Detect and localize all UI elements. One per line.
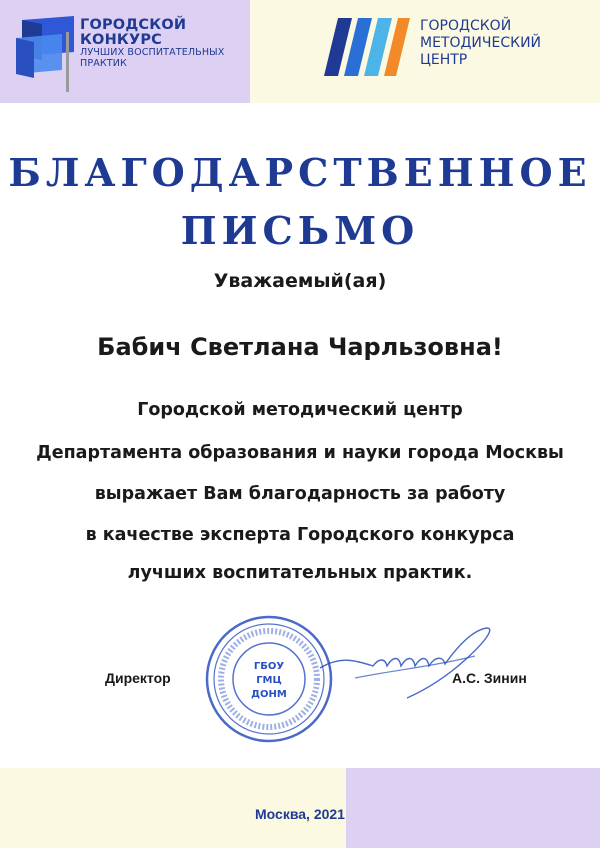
body-line-3: выражает Вам благодарность за работу (94, 484, 506, 504)
contest-logo-text (80, 18, 224, 69)
signature-name: А.С. Зинин (452, 670, 527, 686)
contest-logo-line2: КОНКУРС (80, 32, 163, 49)
handwritten-signature (315, 620, 495, 710)
signature-role: Директор (105, 670, 171, 686)
body-line-2: Департамента образования и науки города Москвы (36, 443, 564, 463)
stamp-line-2: ГМЦ (256, 675, 282, 686)
contest-logo-line3: ЛУЧШИХ ВОСПИТАТЕЛЬНЫХ (80, 47, 225, 59)
letter-title-line1: БЛАГОДАРСТВЕННОЕ (8, 150, 592, 195)
contest-logo-line1: ГОРОДСКОЙ (80, 17, 187, 33)
salutation: Уважаемый(ая) (213, 270, 387, 292)
letter-title-line2: ПИСЬМО (180, 208, 420, 253)
stamp-line-1: ГБОУ (253, 661, 285, 672)
contest-flag-icon (12, 12, 80, 92)
body-line-4: в качестве эксперта Городского конкурса (85, 525, 515, 545)
footer-city-year: Москва, 2021 (255, 806, 345, 822)
center-logo-line3: ЦЕНТР (420, 52, 468, 69)
center-logo-line1: ГОРОДСКОЙ (420, 18, 512, 34)
method-center-logo-icon (322, 16, 412, 78)
method-center-logo-text (420, 18, 541, 69)
body-line-5: лучших воспитательных практик. (127, 563, 473, 583)
contest-logo-line4: ПРАКТИК (80, 57, 127, 69)
stamp-line-3: ДОНМ (251, 689, 287, 700)
body-line-1: Городской методический центр (137, 400, 463, 420)
center-logo-line2: МЕТОДИЧЕСКИЙ (420, 35, 542, 52)
recipient-name: Бабич Светлана Чарльзовна! (97, 333, 503, 361)
